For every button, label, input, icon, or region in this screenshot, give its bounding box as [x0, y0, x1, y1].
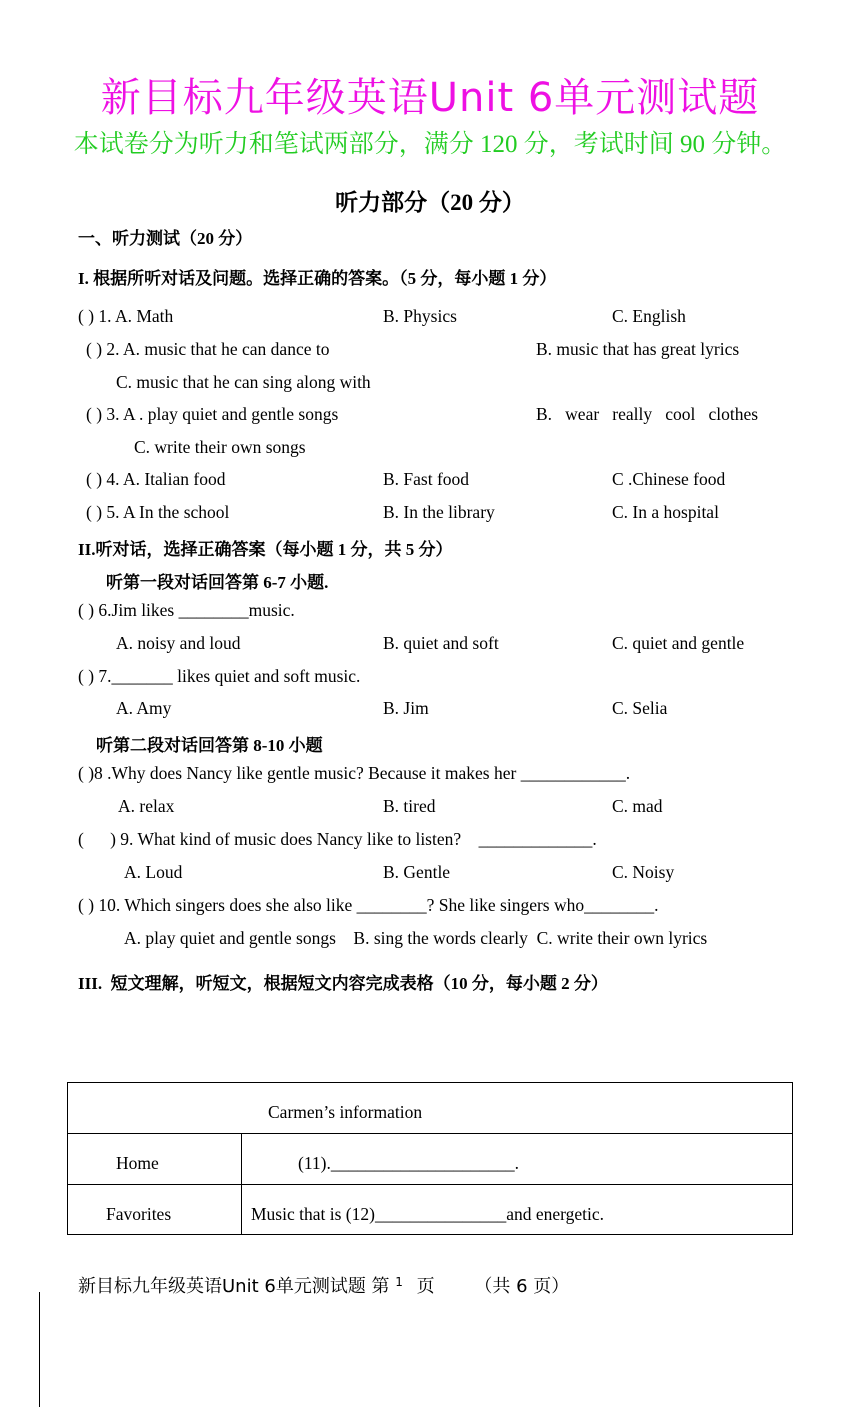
- question-9-option-a: A. Loud: [124, 862, 183, 882]
- table-row-label: Favorites: [106, 1204, 172, 1224]
- page-footer: [78, 1272, 569, 1298]
- table-row-divider: [68, 1184, 792, 1185]
- question-10-options: A. play quiet and gentle songs B. sing the words clearly C. write their own lyrics: [124, 928, 708, 948]
- table-header: Carmen’s information: [268, 1102, 423, 1122]
- question-1-option-c: C. English: [612, 306, 686, 326]
- part-heading: 一、听力测试（20 分）: [78, 229, 253, 248]
- question-3-option-b: B. wear really cool clothes: [536, 404, 759, 424]
- table-row-value: (11)._____________________.: [298, 1153, 520, 1173]
- question-3: ( ) 3. A . play quiet and gentle songs: [86, 404, 339, 424]
- table-row-divider: [68, 1133, 792, 1134]
- page-title: 新目标九年级英语Unit 6单元测试题: [100, 75, 760, 121]
- question-10: ( ) 10. Which singers does she also like ________? She like singers who________.: [78, 895, 659, 915]
- question-6-option-c: C. quiet and gentle: [612, 633, 745, 653]
- subsection-heading-2: II.听对话，选择正确答案（每小题 1 分，共 5 分）: [78, 540, 453, 559]
- question-8-option-c: C. mad: [612, 796, 663, 816]
- dialogue-2-heading: 听第二段对话回答第 8-10 小题: [96, 736, 323, 755]
- page-suffix: 页: [416, 1276, 435, 1297]
- question-8-option-b: B. tired: [383, 796, 436, 816]
- question-2: ( ) 2. A. music that he can dance to: [86, 339, 330, 359]
- question-7-option-a: A. Amy: [116, 698, 172, 718]
- question-4: ( ) 4. A. Italian food: [86, 469, 226, 489]
- section-title: 听力部分（20 分）: [335, 190, 525, 215]
- table-column-divider: [241, 1134, 242, 1235]
- question-4-option-b: B. Fast food: [383, 469, 470, 489]
- question-8-option-a: A. relax: [118, 796, 175, 816]
- question-9-option-c: C. Noisy: [612, 862, 675, 882]
- carmen-info-table: [67, 1082, 793, 1235]
- total-pages: （共 6 页）: [474, 1276, 570, 1297]
- question-8: ( )8 .Why does Nancy like gentle music? Because it makes her ____________.: [78, 763, 631, 783]
- question-7-option-b: B. Jim: [383, 698, 429, 718]
- question-6: ( ) 6.Jim likes ________music.: [78, 600, 295, 620]
- exam-instructions: 本试卷分为听力和笔试两部分，满分 120 分，考试时间 90 分钟。: [73, 131, 787, 158]
- question-9-option-b: B. Gentle: [383, 862, 451, 882]
- page-number: 1: [395, 1275, 403, 1289]
- question-4-option-c: C .Chinese food: [612, 469, 726, 489]
- table-row-label: Home: [116, 1153, 159, 1173]
- subsection-heading-3: III. 短文理解，听短文，根据短文内容完成表格（10 分，每小题 2 分）: [78, 974, 608, 993]
- question-6-option-b: B. quiet and soft: [383, 633, 499, 653]
- question-7-option-c: C. Selia: [612, 698, 668, 718]
- subsection-heading-1: I. 根据所听对话及问题。选择正确的答案。（5 分，每小题 1 分）: [78, 269, 557, 288]
- question-5-option-b: B. In the library: [383, 502, 495, 522]
- question-6-option-a: A. noisy and loud: [116, 633, 241, 653]
- question-1: ( ) 1. A. Math: [78, 306, 174, 326]
- question-9: ( ) 9. What kind of music does Nancy like to listen? _____________.: [78, 829, 597, 849]
- question-2-option-c: C. music that he can sing along with: [116, 372, 371, 392]
- table-row-value: Music that is (12)_______________and energetic.: [251, 1204, 605, 1224]
- margin-line: [39, 1292, 40, 1407]
- question-5: ( ) 5. A In the school: [86, 502, 230, 522]
- question-3-option-c: C. write their own songs: [134, 437, 306, 457]
- footer-text: 新目标九年级英语Unit 6单元测试题 第: [78, 1276, 390, 1297]
- question-5-option-c: C. In a hospital: [612, 502, 719, 522]
- dialogue-1-heading: 听第一段对话回答第 6-7 小题.: [106, 573, 329, 592]
- question-1-option-b: B. Physics: [383, 306, 457, 326]
- question-7: ( ) 7._______ likes quiet and soft music.: [78, 666, 361, 686]
- question-2-option-b: B. music that has great lyrics: [536, 339, 740, 359]
